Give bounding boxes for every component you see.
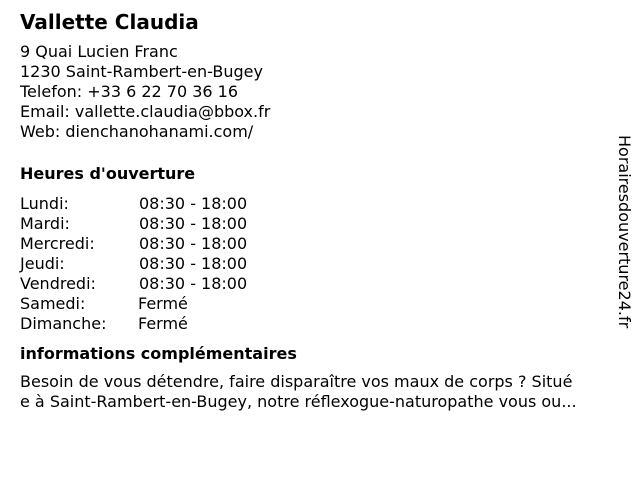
business-name: Vallette Claudia <box>20 10 199 34</box>
hours-value: 08:30 - 18:00 <box>139 274 248 293</box>
hours-value: Fermé <box>138 314 188 333</box>
hours-row-wednesday <box>20 234 616 254</box>
description-line-2: e à Saint-Rambert-en-Bugey, notre réflexogue-naturopathe vous ou... <box>20 392 577 411</box>
day-label: Dimanche: <box>20 314 107 333</box>
opening-hours-title: Heures d'ouverture <box>20 164 196 183</box>
web-line[interactable]: Web: dienchanohanami.com/ <box>20 122 254 141</box>
hours-value: 08:30 - 18:00 <box>139 254 248 273</box>
description-line-1: Besoin de vous détendre, faire disparaître vos maux de corps ? Situé <box>20 372 573 391</box>
address-street: 9 Quai Lucien Franc <box>20 42 178 61</box>
email-line[interactable]: Email: vallette.claudia@bbox.fr <box>20 102 271 121</box>
day-label: Samedi: <box>20 294 86 313</box>
phone-line[interactable]: Telefon: +33 6 22 70 36 16 <box>20 82 239 101</box>
hours-row-sunday <box>20 314 616 334</box>
hours-value: 08:30 - 18:00 <box>139 194 248 213</box>
day-label: Mardi: <box>20 214 70 233</box>
hours-row-friday <box>20 274 616 294</box>
hours-row-monday <box>20 194 616 214</box>
hours-row-thursday <box>20 254 616 274</box>
business-card <box>20 8 616 412</box>
day-label: Mercredi: <box>20 234 95 253</box>
day-label: Jeudi: <box>20 254 65 273</box>
site-watermark: Horairesdouverture24.fr <box>615 135 634 329</box>
additional-info-title: informations complémentaires <box>20 344 297 363</box>
hours-value: 08:30 - 18:00 <box>139 214 248 233</box>
hours-value: 08:30 - 18:00 <box>139 234 248 253</box>
hours-row-tuesday <box>20 214 616 234</box>
hours-value: Fermé <box>138 294 188 313</box>
hours-row-saturday <box>20 294 616 314</box>
day-label: Vendredi: <box>20 274 96 293</box>
address-city: 1230 Saint-Rambert-en-Bugey <box>20 62 263 81</box>
day-label: Lundi: <box>20 194 69 213</box>
